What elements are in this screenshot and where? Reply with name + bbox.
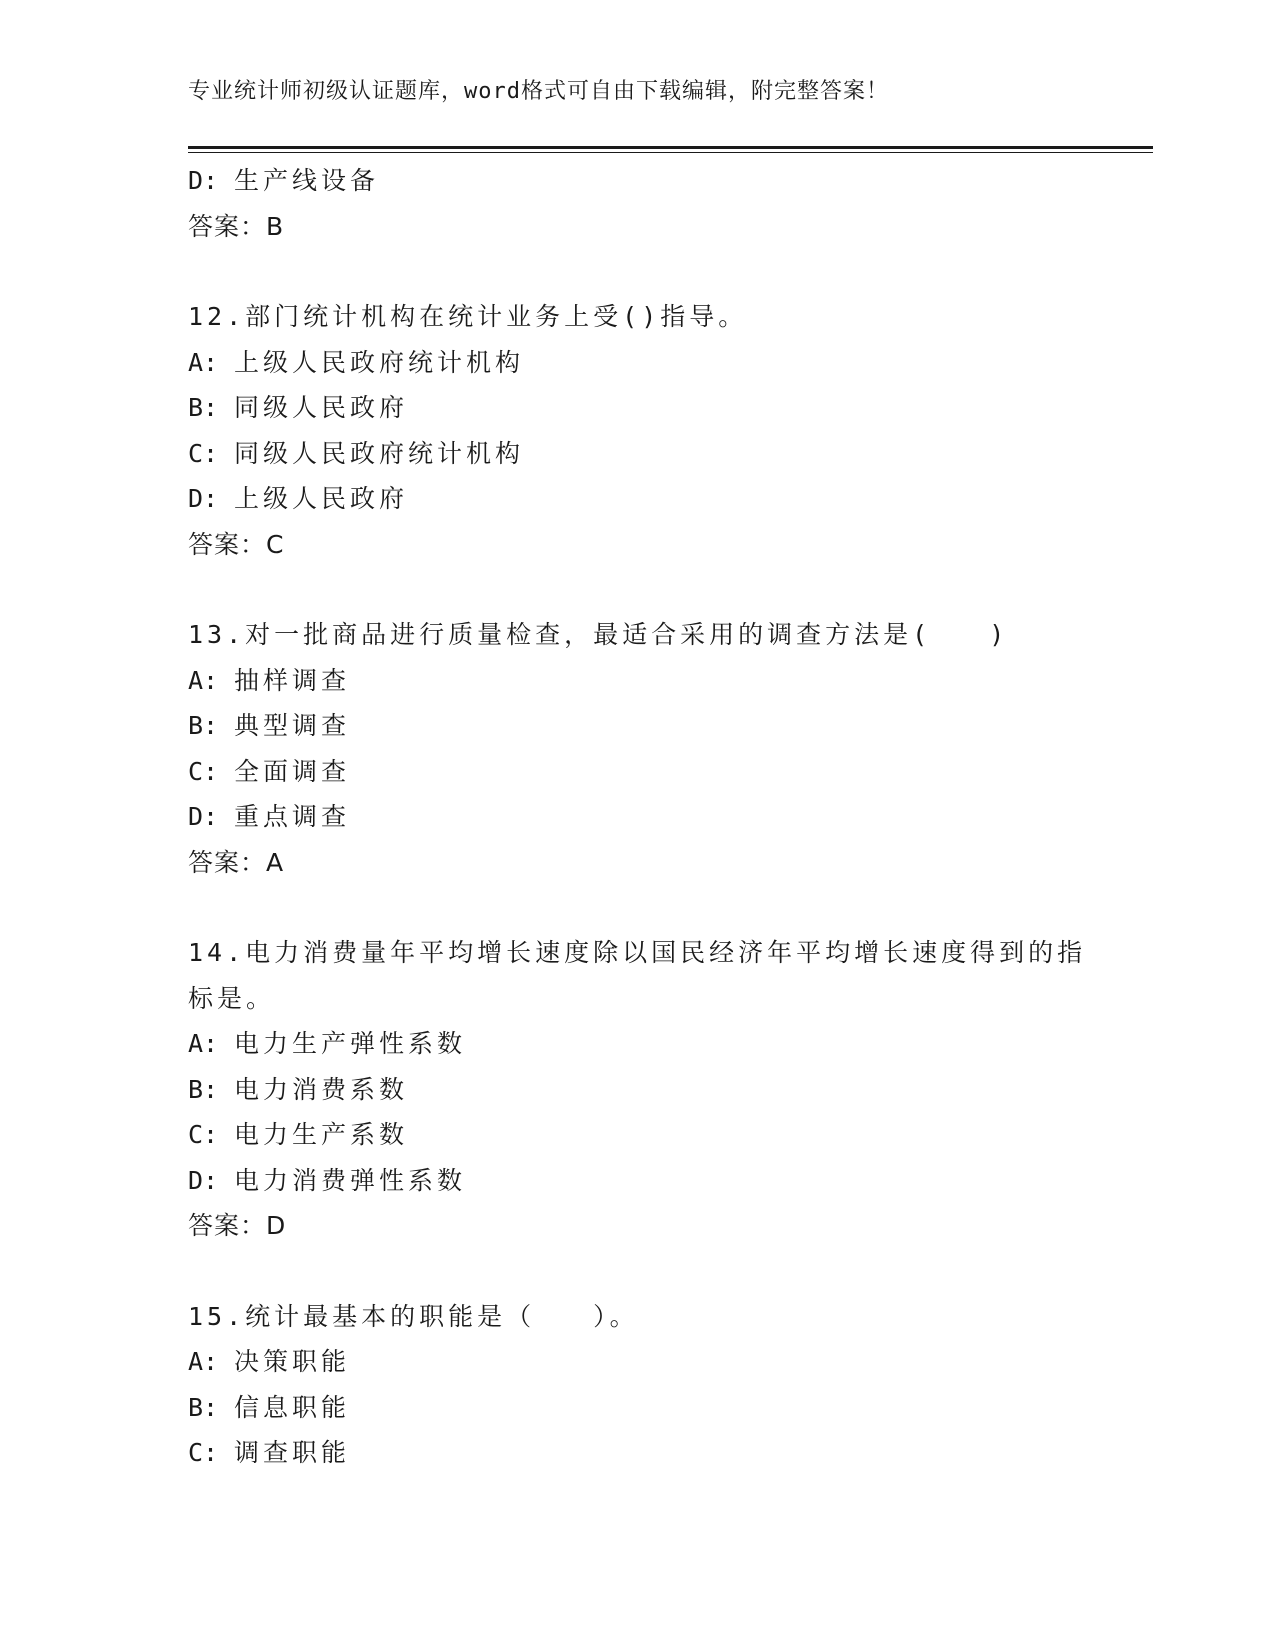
question-14 [188, 930, 1088, 1249]
option-letter: C: [188, 1438, 219, 1467]
question-12 [188, 294, 1088, 567]
header-rule-thick [188, 146, 1153, 149]
option-letter: A: [188, 665, 219, 695]
option-letter: B: [188, 711, 219, 740]
option-letter: D: [188, 1165, 219, 1195]
question-stem: 12.部门统计机构在统计业务上受()指导。 [188, 302, 748, 331]
option-text: 同级人民政府统计机构 [234, 438, 525, 468]
answer-line: 答案：B [188, 211, 285, 241]
option-text: 信息职能 [234, 1392, 351, 1422]
option-a [188, 1339, 1088, 1385]
option-letter: C: [188, 438, 219, 468]
option-text: 电力生产弹性系数 [234, 1029, 467, 1058]
option-text: 电力消费弹性系数 [234, 1165, 467, 1195]
option-a [188, 340, 1088, 386]
option-letter: A: [188, 1347, 219, 1376]
option-text: 生产线设备 [234, 166, 380, 195]
option-text: 决策职能 [234, 1347, 351, 1376]
option-letter: C: [188, 1120, 219, 1149]
option-c [188, 1430, 1088, 1476]
option-b [188, 1067, 1088, 1113]
option-a [188, 1021, 1088, 1067]
option-d [188, 794, 1088, 840]
option-letter: A: [188, 1029, 219, 1058]
answer-line: 答案：A [188, 847, 285, 877]
option-letter: D: [188, 166, 219, 195]
option-letter: C: [188, 756, 219, 786]
question-stem: 13.对一批商品进行质量检查，最适合采用的调查方法是( ) [188, 620, 1009, 649]
option-c [188, 749, 1088, 795]
option-text: 上级人民政府 [234, 484, 409, 513]
question-15 [188, 1294, 1088, 1476]
answer-line: 答案：C [188, 529, 285, 559]
option-b [188, 703, 1088, 749]
option-d [188, 1158, 1088, 1204]
option-text: 典型调查 [234, 711, 351, 740]
option-letter: B: [188, 1074, 219, 1104]
page-header: 专业统计师初级认证题库，word格式可自由下载编辑，附完整答案！ [188, 79, 889, 104]
option-text: 上级人民政府统计机构 [234, 347, 525, 377]
option-letter: D: [188, 802, 219, 831]
question-list [188, 158, 1088, 1476]
option-text: 同级人民政府 [234, 393, 409, 422]
option-b [188, 385, 1088, 431]
option-letter: B: [188, 1392, 219, 1422]
option-letter: A: [188, 347, 219, 377]
answer-line: 答案：D [188, 1211, 287, 1240]
option-d [188, 158, 1088, 204]
question-stem-line-2: 标是。 [188, 983, 276, 1013]
header-rule-thin [188, 152, 1153, 153]
option-c [188, 431, 1088, 477]
option-text: 电力生产系数 [234, 1120, 409, 1149]
option-d [188, 476, 1088, 522]
option-text: 抽样调查 [234, 665, 351, 695]
option-letter: D: [188, 484, 219, 513]
question-13 [188, 612, 1088, 885]
option-b [188, 1385, 1088, 1431]
option-a [188, 658, 1088, 704]
option-letter: B: [188, 393, 219, 422]
option-text: 重点调查 [234, 802, 351, 831]
option-c [188, 1112, 1088, 1158]
option-text: 电力消费系数 [234, 1074, 409, 1104]
question-stem: 15.统计最基本的职能是（ ）。 [188, 1301, 639, 1331]
option-text: 全面调查 [234, 756, 351, 786]
question-stem-line-1: 14.电力消费量年平均增长速度除以国民经济年平均增长速度得到的指 [188, 938, 1087, 967]
option-text: 调查职能 [234, 1438, 351, 1467]
